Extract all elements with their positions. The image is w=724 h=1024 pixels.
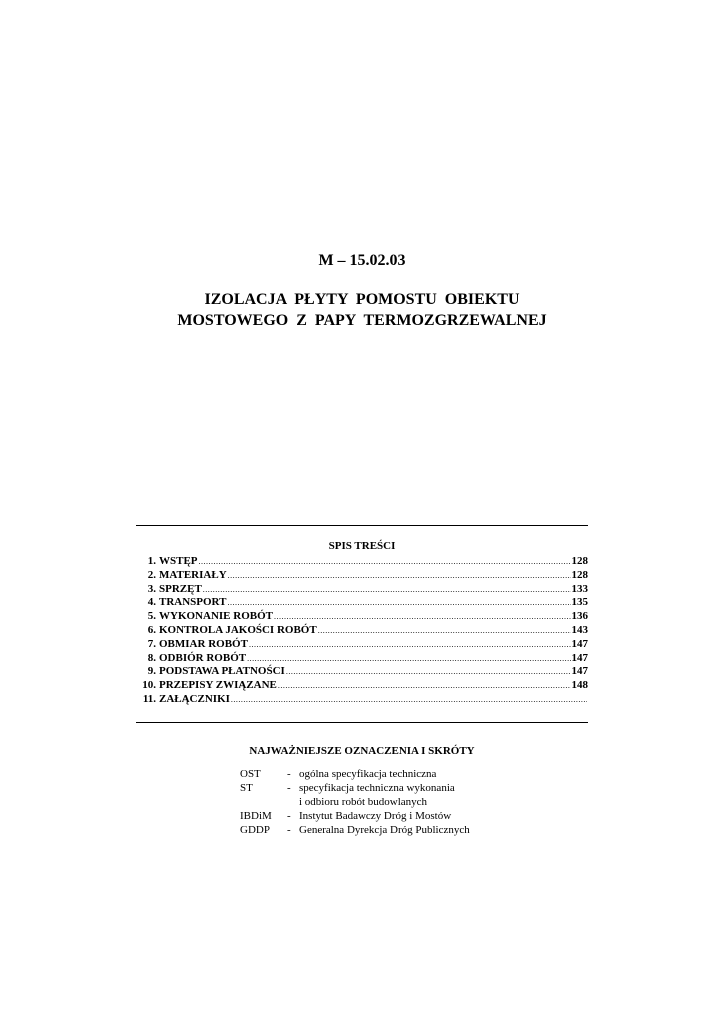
toc-entry-label: WYKONANIE ROBÓT bbox=[159, 610, 273, 623]
toc-leader-dots bbox=[231, 693, 587, 707]
abbreviation-key: GDDP bbox=[240, 824, 270, 836]
title-line-2: MOSTOWEGO Z PAPY TERMOZGRZEWALNEJ bbox=[177, 312, 547, 329]
toc-entry-2[interactable] bbox=[136, 569, 588, 583]
abbreviation-meaning-line: ogólna specyfikacja techniczna bbox=[299, 768, 437, 780]
abbreviation-key: OST bbox=[240, 768, 261, 780]
toc-entry-page: 135 bbox=[571, 596, 588, 609]
abbreviation-meaning bbox=[299, 767, 540, 781]
abbreviation-meaning bbox=[299, 823, 540, 837]
toc-bottom-rule bbox=[136, 722, 588, 723]
toc-entry-1[interactable] bbox=[136, 555, 588, 569]
abbreviation-meaning-line: Instytut Badawczy Dróg i Mostów bbox=[299, 810, 452, 822]
toc-entry-number: 4. bbox=[147, 596, 156, 609]
abbreviation-meaning-line: i odbioru robót budowlanych bbox=[299, 796, 428, 808]
abbreviation-dash: - bbox=[287, 782, 291, 794]
abbreviation-dash: - bbox=[287, 768, 291, 780]
title-line-1: IZOLACJA PŁYTY POMOSTU OBIEKTU bbox=[204, 291, 520, 308]
toc-leader-dots bbox=[228, 569, 571, 583]
toc-entry-label: ODBIÓR ROBÓT bbox=[159, 651, 247, 664]
toc-entry-page: 147 bbox=[571, 665, 588, 678]
toc-leader-dots bbox=[249, 638, 571, 652]
toc-entry-8[interactable] bbox=[136, 652, 588, 666]
toc-leader-dots bbox=[203, 583, 571, 597]
toc-entry-6[interactable] bbox=[136, 624, 588, 638]
toc-leader-dots bbox=[278, 679, 571, 693]
abbreviation-key: ST bbox=[240, 782, 253, 794]
abbreviation-key: IBDiM bbox=[240, 810, 272, 822]
toc-entry-page: 143 bbox=[571, 623, 588, 636]
toc-entry-label: TRANSPORT bbox=[159, 596, 227, 609]
toc-entry-3[interactable] bbox=[136, 583, 588, 597]
toc-entry-10[interactable] bbox=[136, 679, 588, 693]
abbreviation-entry bbox=[240, 809, 540, 823]
toc-heading: SPIS TREŚCI bbox=[328, 540, 396, 552]
toc-entry-page: 148 bbox=[571, 679, 588, 692]
toc-leader-dots bbox=[247, 652, 570, 666]
toc-entry-page: 128 bbox=[571, 555, 588, 567]
toc-entry-label: ZAŁĄCZNIKI bbox=[159, 692, 230, 705]
toc-entry-label: PRZEPISY ZWIĄZANE bbox=[159, 679, 277, 692]
toc-entry-number: 8. bbox=[147, 651, 156, 664]
toc-entry-7[interactable] bbox=[136, 638, 588, 652]
toc-leader-dots bbox=[199, 555, 571, 569]
abbreviation-meaning-line: Generalna Dyrekcja Dróg Publicznych bbox=[299, 824, 470, 836]
table-of-contents bbox=[136, 555, 588, 707]
toc-entry-page: 147 bbox=[571, 637, 588, 650]
toc-entry-page: 128 bbox=[571, 568, 588, 581]
toc-entry-label: MATERIAŁY bbox=[159, 568, 227, 581]
toc-entry-number: 2. bbox=[147, 568, 156, 581]
abbreviation-meaning-line: specyfikacja techniczna wykonania bbox=[299, 782, 455, 794]
abbreviation-meaning bbox=[299, 781, 540, 809]
toc-entry-4[interactable] bbox=[136, 596, 588, 610]
document-code: M – 15.02.03 bbox=[318, 252, 406, 269]
toc-leader-dots bbox=[274, 610, 571, 624]
document-title bbox=[0, 289, 724, 331]
abbreviation-meaning bbox=[299, 809, 540, 823]
toc-top-rule bbox=[136, 525, 588, 526]
toc-entry-number: 9. bbox=[147, 665, 156, 678]
toc-entry-page: 147 bbox=[571, 651, 588, 664]
toc-entry-label: SPRZĘT bbox=[159, 582, 202, 595]
toc-entry-11[interactable] bbox=[136, 693, 588, 707]
toc-entry-number: 6. bbox=[147, 623, 156, 636]
toc-entry-number: 3. bbox=[147, 582, 156, 595]
toc-entry-5[interactable] bbox=[136, 610, 588, 624]
abbreviations-list bbox=[240, 767, 540, 837]
toc-entry-number: 10. bbox=[142, 679, 156, 692]
toc-entry-label: PODSTAWA PŁATNOŚCI bbox=[159, 665, 285, 678]
toc-leader-dots bbox=[286, 665, 571, 679]
abbreviation-entry bbox=[240, 823, 540, 837]
toc-entry-label: KONTROLA JAKOŚCI ROBÓT bbox=[159, 623, 317, 636]
abbreviations-heading: NAJWAŻNIEJSZE OZNACZENIA I SKRÓTY bbox=[249, 745, 475, 757]
abbreviation-entry bbox=[240, 767, 540, 781]
toc-entry-label: WSTĘP bbox=[159, 555, 198, 567]
toc-entry-number: 7. bbox=[147, 637, 156, 650]
toc-entry-9[interactable] bbox=[136, 665, 588, 679]
toc-leader-dots bbox=[227, 596, 570, 610]
toc-entry-number: 11. bbox=[142, 692, 156, 705]
toc-entry-page: 136 bbox=[571, 610, 588, 623]
abbreviation-entry bbox=[240, 781, 540, 809]
abbreviation-dash: - bbox=[287, 810, 291, 822]
toc-leader-dots bbox=[318, 624, 571, 638]
toc-entry-number: 5. bbox=[147, 610, 156, 623]
toc-entry-label: OBMIAR ROBÓT bbox=[159, 637, 248, 650]
toc-entry-page: 133 bbox=[571, 582, 588, 595]
abbreviation-dash: - bbox=[287, 824, 291, 836]
toc-entry-number: 1. bbox=[147, 555, 156, 567]
